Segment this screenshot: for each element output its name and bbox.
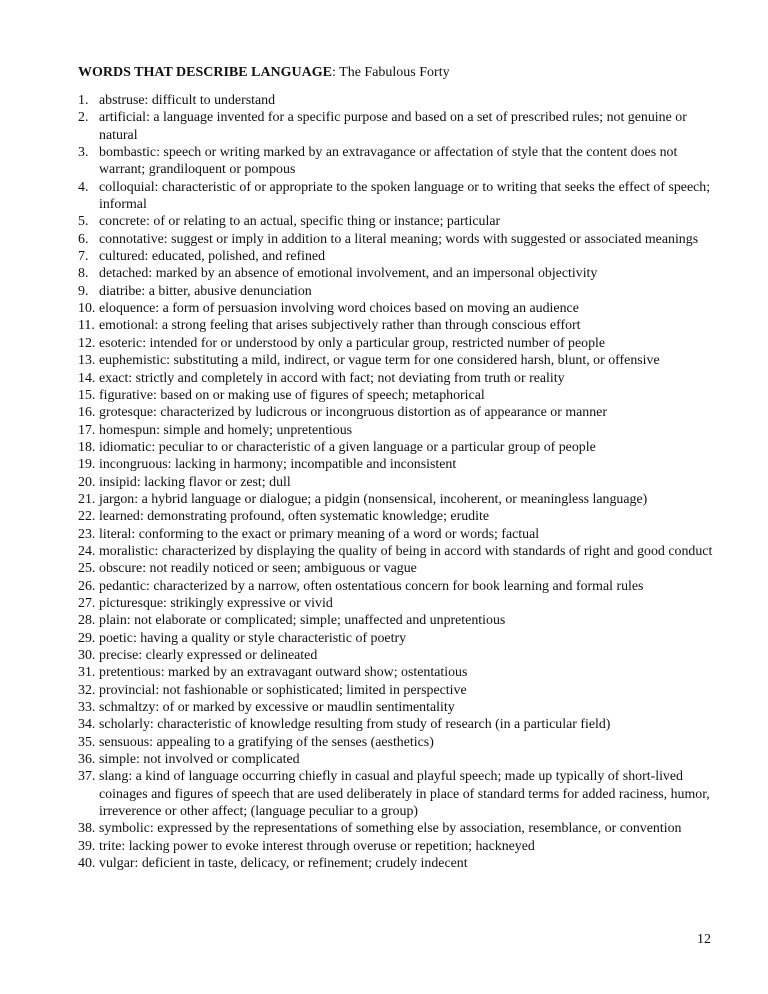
- list-item-number: 8.: [78, 266, 89, 282]
- page-title: [78, 64, 450, 81]
- list-item: [78, 404, 718, 421]
- list-item: [78, 630, 718, 647]
- list-item-definition: vulgar: deficient in taste, delicacy, or refinement; crudely indecent: [99, 856, 468, 872]
- list-item-number: 24.: [78, 543, 96, 559]
- list-item-number: 12.: [78, 335, 96, 351]
- list-item: [78, 768, 718, 820]
- list-item-definition: slang: a kind of language occurring chiefly in casual and playful speech; made up typically of short-lived coinages and figures of speech that are used deliberately in place of standard terms for added raciness, humor, irreverence or other affect; (language peculiar to a group): [99, 769, 710, 820]
- list-item-definition: scholarly: characteristic of knowledge resulting from study of research (in a particular field): [99, 717, 611, 733]
- list-item: [78, 751, 718, 768]
- list-item-definition: figurative: based on or making use of figures of speech; metaphorical: [99, 387, 485, 403]
- list-item: [78, 179, 718, 214]
- list-item-definition: homespun: simple and homely; unpretentious: [99, 422, 353, 438]
- list-item-number: 35.: [78, 734, 96, 750]
- list-item: [78, 578, 718, 595]
- list-item-definition: bombastic: speech or writing marked by an extravagance or affectation of style that the content does not warrant; grandiloquent or pompous: [99, 145, 678, 178]
- list-item-number: 7.: [78, 249, 89, 265]
- list-item: [78, 595, 718, 612]
- list-item-definition: moralistic: characterized by displaying the quality of being in accord with standards of right and good conduct: [99, 543, 713, 559]
- list-item-number: 16.: [78, 405, 96, 421]
- list-item-definition: abstruse: difficult to understand: [99, 93, 276, 108]
- list-item-definition: obscure: not readily noticed or seen; ambiguous or vague: [99, 561, 417, 577]
- list-item-number: 23.: [78, 526, 96, 542]
- list-item-number: 13.: [78, 353, 96, 369]
- list-item: [78, 231, 718, 248]
- list-item-number: 11.: [78, 318, 95, 334]
- list-item-definition: plain: not elaborate or complicated; simple; unaffected and unpretentious: [99, 613, 506, 629]
- list-item: [78, 716, 718, 733]
- list-item-definition: pretentious: marked by an extravagant outward show; ostentatious: [99, 665, 468, 681]
- list-item: [78, 422, 718, 439]
- list-item-number: 4.: [78, 179, 89, 195]
- list-item: [78, 612, 718, 629]
- list-item: [78, 543, 718, 560]
- title-bold: WORDS THAT DESCRIBE LANGUAGE: [78, 65, 333, 80]
- list-item-definition: pedantic: characterized by a narrow, often ostentatious concern for book learning and formal rules: [99, 578, 644, 594]
- list-item-number: 1.: [78, 93, 89, 108]
- list-item: [78, 317, 718, 334]
- list-item-definition: picturesque: strikingly expressive or vivid: [99, 595, 333, 611]
- list-item: [78, 300, 718, 317]
- list-item-definition: emotional: a strong feeling that arises subjectively rather than through conscious effort: [99, 318, 581, 334]
- list-item: [78, 283, 718, 300]
- list-item-number: 40.: [78, 856, 96, 872]
- list-item-number: 29.: [78, 630, 96, 646]
- list-item-number: 28.: [78, 613, 96, 629]
- list-item-number: 14.: [78, 370, 96, 386]
- list-item-definition: colloquial: characteristic of or appropriate to the spoken language or to writing that seeks the effect of speech; informal: [99, 179, 711, 213]
- vocabulary-list: [78, 92, 718, 872]
- list-item-definition: esoteric: intended for or understood by only a particular group, restricted number of people: [99, 335, 606, 351]
- list-item-definition: idiomatic: peculiar to or characteristic of a given language or a particular group of people: [99, 439, 596, 455]
- list-item-definition: poetic: having a quality or style characteristic of poetry: [99, 630, 407, 646]
- list-item-definition: simple: not involved or complicated: [99, 752, 300, 768]
- list-item-definition: eloquence: a form of persuasion involving word choices based on moving an audience: [99, 301, 579, 317]
- list-item-number: 18.: [78, 439, 96, 455]
- list-item-number: 15.: [78, 387, 96, 403]
- list-item-number: 38.: [78, 821, 96, 837]
- list-item-definition: artificial: a language invented for a specific purpose and based on a set of prescribed rules; not genuine or natural: [99, 110, 687, 143]
- list-item-definition: euphemistic: substituting a mild, indirect, or vague term for one considered harsh, blunt, or offensive: [99, 353, 660, 369]
- list-item-number: 3.: [78, 145, 89, 161]
- list-item-definition: trite: lacking power to evoke interest through overuse or repetition; hackneyed: [99, 838, 535, 854]
- list-item: [78, 699, 718, 716]
- list-item-number: 9.: [78, 283, 89, 299]
- list-item-definition: literal: conforming to the exact or primary meaning of a word or words; factual: [99, 526, 540, 542]
- list-item: [78, 370, 718, 387]
- page-number: 12: [697, 932, 711, 947]
- list-item-number: 17.: [78, 422, 96, 438]
- list-item-number: 19.: [78, 457, 96, 473]
- list-item: [78, 560, 718, 577]
- list-item: [78, 387, 718, 404]
- list-item-number: 30.: [78, 648, 96, 663]
- list-item: [78, 109, 718, 144]
- list-item-number: 37.: [78, 769, 96, 785]
- list-item-number: 34.: [78, 717, 96, 733]
- list-item-definition: symbolic: expressed by the representations of something else by association, resemblance, or convention: [99, 821, 682, 837]
- list-item-number: 31.: [78, 665, 96, 681]
- list-item-definition: diatribe: a bitter, abusive denunciation: [99, 283, 312, 299]
- list-item-definition: provincial: not fashionable or sophisticated; limited in perspective: [99, 682, 467, 698]
- list-item-definition: detached: marked by an absence of emotional involvement, and an impersonal objectivity: [99, 266, 598, 282]
- list-item: [78, 248, 718, 265]
- list-item: [78, 474, 718, 491]
- list-item-definition: insipid: lacking flavor or zest; dull: [99, 474, 291, 490]
- list-item: [78, 838, 718, 855]
- list-item: [78, 508, 718, 525]
- title-subtitle: : The Fabulous Forty: [332, 65, 450, 80]
- list-item-number: 26.: [78, 578, 96, 594]
- list-item-definition: learned: demonstrating profound, often systematic knowledge; erudite: [99, 509, 489, 525]
- list-item: [78, 144, 718, 179]
- list-item: [78, 682, 718, 699]
- list-item-definition: concrete: of or relating to an actual, specific thing or instance; particular: [99, 214, 501, 230]
- list-item: [78, 213, 718, 230]
- list-item-definition: cultured: educated, polished, and refined: [99, 249, 326, 265]
- list-item-definition: sensuous: appealing to a gratifying of the senses (aesthetics): [99, 734, 434, 750]
- list-item: [78, 855, 718, 872]
- list-item-number: 25.: [78, 561, 96, 577]
- list-item: [78, 335, 718, 352]
- list-item: [78, 352, 718, 369]
- list-item-number: 33.: [78, 700, 96, 716]
- list-item: [78, 92, 718, 109]
- list-item: [78, 664, 718, 681]
- list-item-definition: grotesque: characterized by ludicrous or incongruous distortion as of appearance or manner: [99, 405, 607, 421]
- list-item-number: 2.: [78, 110, 89, 126]
- list-item: [78, 526, 718, 543]
- list-item-number: 36.: [78, 752, 96, 768]
- list-item: [78, 439, 718, 456]
- list-item-definition: exact: strictly and completely in accord with fact; not deviating from truth or reality: [99, 370, 565, 386]
- list-item: [78, 734, 718, 751]
- list-item-number: 39.: [78, 838, 96, 854]
- list-item-number: 22.: [78, 509, 96, 525]
- list-item-number: 21.: [78, 491, 96, 507]
- list-item-definition: precise: clearly expressed or delineated: [99, 648, 318, 663]
- list-item-number: 32.: [78, 682, 96, 698]
- list-item-number: 27.: [78, 595, 96, 611]
- list-item-number: 6.: [78, 231, 89, 247]
- list-item: [78, 820, 718, 837]
- list-item-definition: jargon: a hybrid language or dialogue; a pidgin (nonsensical, incoherent, or meaningless language): [99, 491, 648, 507]
- list-item-number: 5.: [78, 214, 89, 230]
- list-item-definition: schmaltzy: of or marked by excessive or maudlin sentimentality: [99, 700, 455, 716]
- list-item: [78, 265, 718, 282]
- list-item: [78, 456, 718, 473]
- list-item: [78, 647, 718, 664]
- list-item: [78, 491, 718, 508]
- list-item-definition: connotative: suggest or imply in addition to a literal meaning; words with suggested or associated meanings: [99, 231, 699, 247]
- list-item-definition: incongruous: lacking in harmony; incompatible and inconsistent: [99, 457, 457, 473]
- list-item-number: 20.: [78, 474, 96, 490]
- list-item-number: 10.: [78, 301, 96, 317]
